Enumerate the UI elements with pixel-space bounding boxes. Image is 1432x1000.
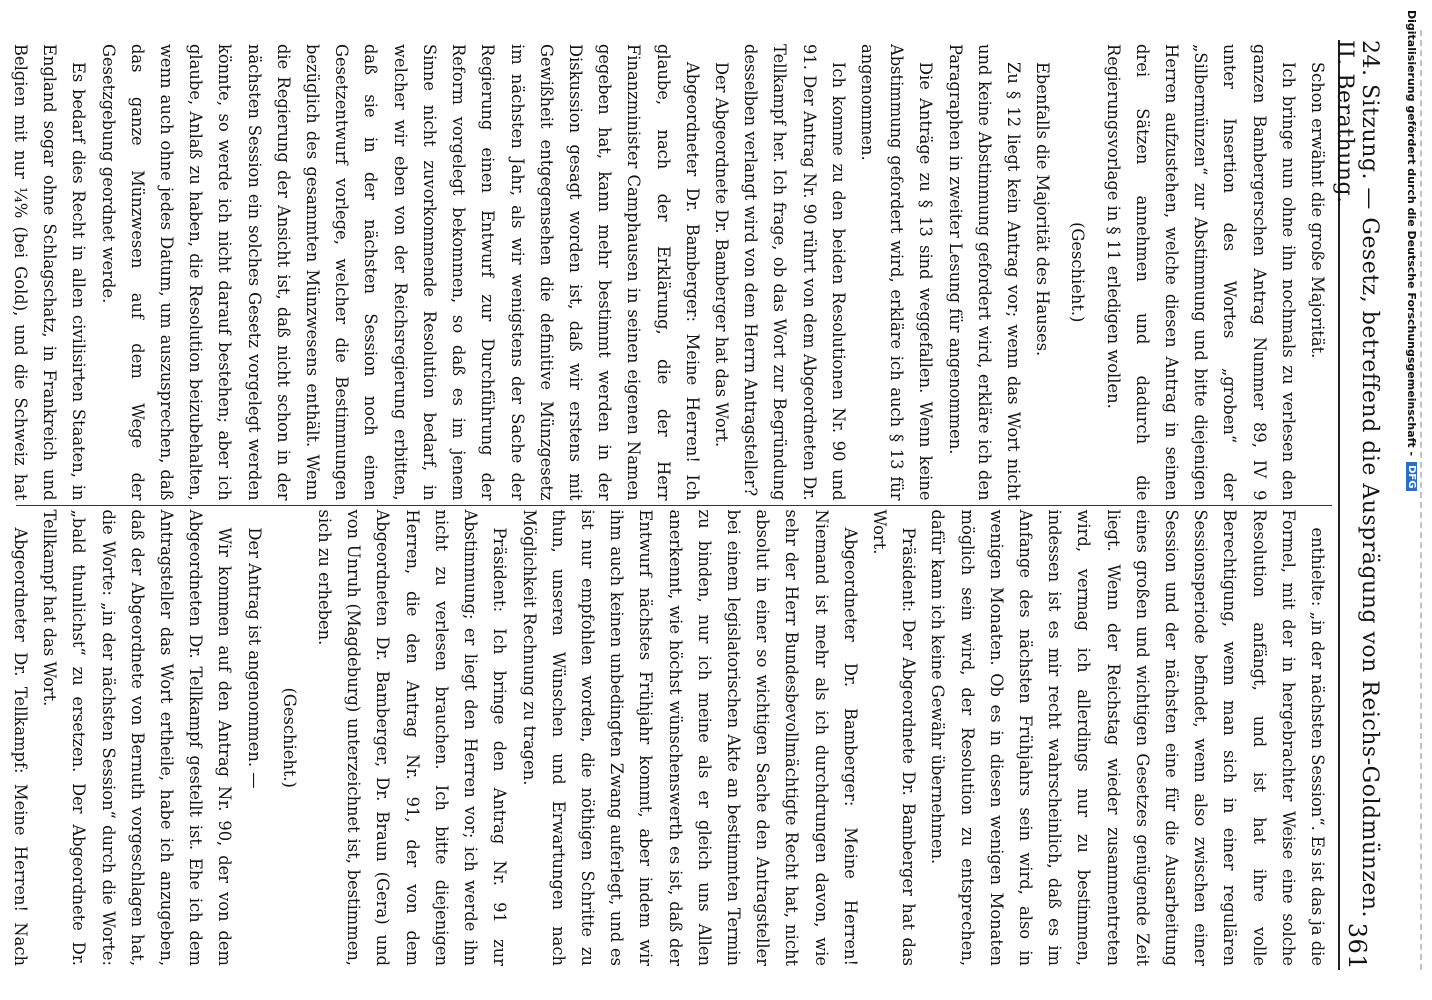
paragraph: Abgeordneter Dr. Bamberger: Meine Herren! Ich glaube, nach der Erklärung, die der Herr Finanzminister Camphausen in seinen eigenen Namen gegeben hat, kann mehr bestimmt werden in der Diskussion gesagt worden ist, daß wir erstens mit Gewißheit entgegensehen die definitive Münzgesetz im nächsten Jahr, als wir wenigstens der Sache der Regierung einen Entwurf zur Durchführung der Reform vorgelegt bekommen, so daß es im jenem Sinne nicht zuvorkommende Resolution bedarf, in welcher wir eben von der Reichsregierung erbitten, daß sie in der nächsten Session noch einen Gesetzentwurf vorlege, welcher die Bestimmungen bezüglich des gesammten Münzwesens enthält. Wenn die Regierung der Ansicht ist, daß nicht schon in der nächsten Session ein solches Gesetz vorgelegt werden könnte, so werde ich nicht darauf bestehen; aber ich glaube, Anlaß zu haben, die Resolution beizubehalten, wenn auch ohne jedes Datum, um auszusprechen, daß das ganze Münzwesen auf dem Wege der Gesetzgebung geordnet werde. <box>98 44 702 501</box>
paragraph: Die Anträge zu § 13 sind weggefallen. Wenn keine Abstimmung gefordert wird, erkläre ich auch § 13 für angenommen. <box>857 44 936 501</box>
left-column <box>11 40 1332 505</box>
paragraph: enthielte: „in der nächsten Session“. Es ist das ja die Formel, mit der in hergebrachter Weise eine solche Resolution anfängt, und ist hat ihre volle Berechtigung, wenn man sich in einer regulären Sessionsperiode befindet, wenn also zwischen einer Session und der nächsten eine für die Ausarbeitung eines großen und wichtigen Gesetzes genügende Zeit liegt. Wenn der Reichstag wieder zusammentreten wird, vermag ich allerdings nur zu bestimmen, indessen ist es mir recht wahrscheinlich, daß es im Anfange des nächsten Frühjahrs sein wird, also in wenigen Monaten. Ob es in diesen wenigen Monaten möglich sein wird, der Resolution zu entsprechen, dafür kann ich keine Gewähr übernehmen. <box>928 509 1327 966</box>
page-header <box>1332 40 1382 970</box>
digitization-credit <box>1405 10 1418 491</box>
text-columns <box>11 40 1332 970</box>
dfg-logo: DFG <box>1406 462 1417 491</box>
paragraph: Ebenfalls die Majorität des Hauses. <box>1033 62 1053 357</box>
paragraph: Präsident: Ich bringe den Antrag Nr. 91 zur Abstimmung; er liegt den Herren vor; ich werde ihn nicht zu verlesen brauchen. Ich bitte diejenigen Herren, die den Antrag Nr. 91, der von dem Abgeordneten Dr. Bamberger, Dr. Braun (Gera) und von Unruh (Magdeburg) unterzeichnet ist, bestimmen, sich zu erheben. <box>315 509 510 966</box>
paragraph: Präsident: Der Abgeordnete Dr. Bamberger hat das Wort. <box>869 509 919 966</box>
paragraph: Es bedarf dies Recht in allen civilisirten Staaten, in England sogar ohne Schlagschatz, in Frankreich und Belgien mit nur ¼% (bei Gold), und die Schweiz hat <box>11 44 89 501</box>
paragraph: Abgeordneter Dr. Bamberger: Meine Herren! Niemand ist mehr als ich durchdrungen davon, wie sehr der Herr Bundesbevollmächtigte Recht hat, nicht absolut in einer so wichtigen Sache den Antragsteller bei einem legislatorischen Akte an bestimmten Termin zu binden, nur ich meine als er gleich uns Allen anerkennt, wie höchst wünschenswerth es ist, daß der Entwurf nächstes Frühjahr kommt, aber indem wir ihm auch keinen unbedingten Zwang auferlegt, und es ist nur empfohlen worden, die nöthigen Schritte zu thun, unseren Wünschen und Erwartungen nach Möglichkeit Rechnung zu tragen. <box>519 509 860 966</box>
paragraph: Der Antrag ist angenommen. — <box>244 527 264 789</box>
paragraph: Abgeordneter Dr. Tellkampf: Meine Herren! Nach <box>11 527 31 966</box>
stage-direction: (Geschieht.) <box>1068 222 1088 323</box>
page-number: 361 <box>1343 922 1371 970</box>
paragraph: Der Abgeordnete Dr. Bamberger hat das Wort. <box>711 62 731 448</box>
paragraph: Ich komme zu den beiden Resolutionen Nr. 90 und 91. Der Antrag Nr. 90 rührt von dem Abgeordneten Dr. Tellkampf her. Ich frage, ob das Wort zur Begründung desselben verlangt wird von dem Herrn Antragsteller? <box>741 44 848 501</box>
paragraph: Ich bringe nun ohne ihn nochmals zu verlesen den ganzen Bambergerschen Antrag Nummer 89, IV 9 unter Insertion des Wortes „groben“ der „Silbermünzen“ zur Abstimmung und bitte diejenigen Herren aufzustehen, welche diesen Antrag in seinen drei Sätzen annehmen und dadurch die Regierungsvorlage in § 11 erledigen wollen. <box>1103 44 1298 501</box>
right-column <box>11 505 1332 971</box>
paragraph: Wir kommen auf den Antrag Nr. 90, der von dem Abgeordneten Dr. Tellkampf gestellt ist. Ehe ich dem Antragsteller das Wort ertheile, habe ich anzugeben, daß der Abgeordnete von Bernuth vorgeschlagen hat, die Worte: „in der nächsten Session“ durch die Worte: „bald thunlichst“ zu ersetzen. Der Abgeordnete Dr. Tellkampf hat das Wort. <box>40 509 235 966</box>
running-title: 24. Sitzung. — Gesetz, betreffend die Ausprägung von Reichs-Goldmünzen. II. Berathung. <box>1332 40 1382 919</box>
paragraph: Schon erwähnt die große Majorität. <box>1308 62 1327 359</box>
stage-direction: (Geschieht.) <box>279 687 299 788</box>
credit-text: Digitalisierung gefördert durch die Deutsche Forschungsgemeinschaft - <box>1405 10 1418 457</box>
paragraph: Zu § 12 liegt kein Antrag vor; wenn das Wort nicht und keine Abstimmung gefordert wird, erkläre ich den Paragraphen in zweiter Lesung für angenommen. <box>945 44 1023 501</box>
